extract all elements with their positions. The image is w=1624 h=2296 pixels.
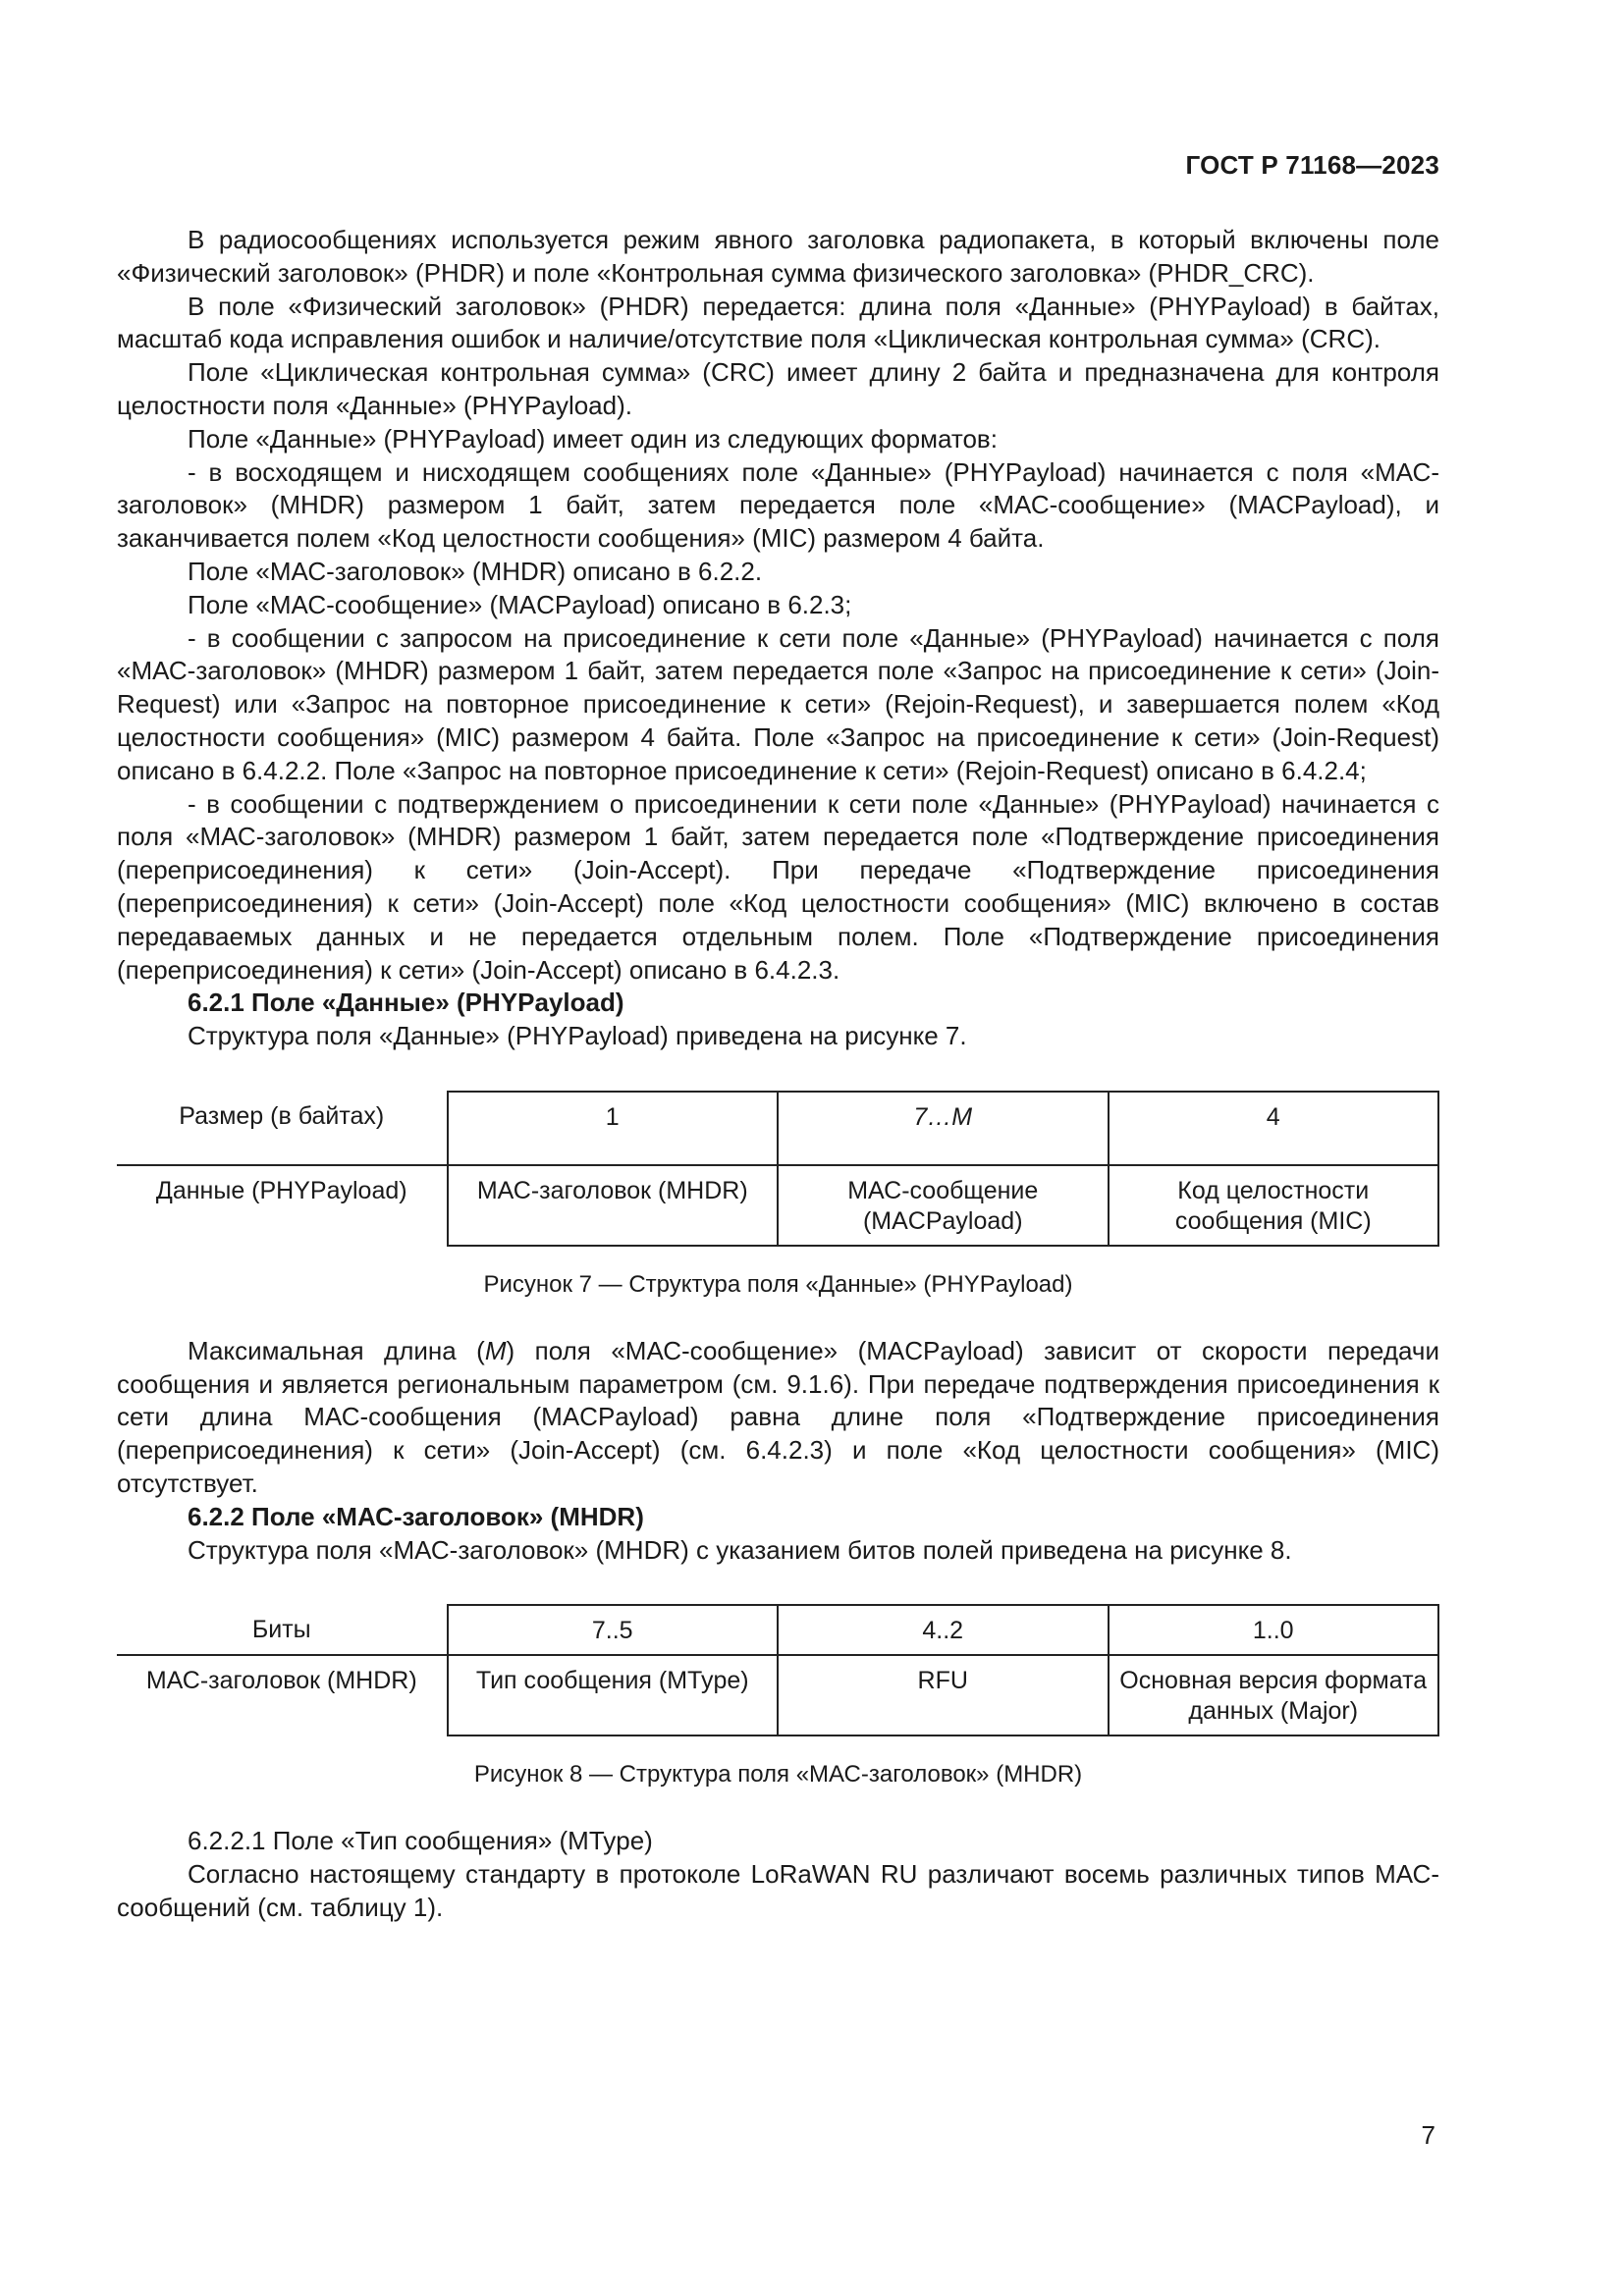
figure-8 <box>117 1604 1439 1791</box>
paragraph <box>117 1335 1439 1501</box>
page-body <box>117 224 1439 1924</box>
row-label: Данные (PHYPayload) <box>155 1176 407 1204</box>
table-cell: RFU <box>778 1655 1109 1735</box>
table-cell: МАС-заголовок (MHDR) <box>448 1165 779 1246</box>
figure-caption: Рисунок 8 — Структура поля «МАС-заголовок» (MHDR) <box>473 1761 1083 1789</box>
list-item: - в сообщении с подтверждением о присоединении к сети поле «Данные» (PHYPayload) начинается с поля «МАС-заголовок» (MHDR) размером 1 байт, затем передается поле «Подтверждение присоединения (переприсоединения) к сети» (Join-Accept). При передаче «Подтверждение присоединения (переприсоединения) к сети» (Join-Accept) поле «Код целостности сообщения» (MIC) включено в состав передаваемых данных и не передается отдельным полем. Поле «Подтверждение присоединения (переприсоединения) к сети» (Join-Accept) описано в 6.4.2.3. <box>117 788 1439 985</box>
document-header: ГОСТ Р 71168—2023 <box>1185 150 1439 180</box>
table-cell: МАС-сообщение (MACPayload) <box>778 1165 1109 1246</box>
paragraph: Поле «МАС-заголовок» (MHDR) описано в 6.2.2. <box>188 556 763 586</box>
table-cell: 1..0 <box>1109 1605 1439 1655</box>
paragraph: В радиосообщениях используется режим явного заголовка радиопакета, в который включены поле «Физический заголовок» (PHDR) и поле «Контрольная сумма физического заголовка» (PHDR_CRC). <box>117 225 1439 288</box>
section-heading-6-2-2: 6.2.2 Поле «МАС-заголовок» (MHDR) <box>188 1501 644 1531</box>
figure-8-table <box>117 1604 1439 1736</box>
row-label: Размер (в байтах) <box>117 1092 448 1165</box>
table-cell: Тип сообщения (MType) <box>448 1655 779 1735</box>
figure-caption: Рисунок 7 — Структура поля «Данные» (PHYPayload) <box>483 1270 1073 1298</box>
text-fragment: ) поля «МАС-сообщение» (MACPayload) зависит от скорости передачи сообщения и является региональным параметром (см. 9.1.6). При передаче подтверждения присоединения к сети длина МАС-сообщения (MACPayload) равна длине поля «Подтверждение присоединения (переприсоединения) к сети» (Join-Accept) (см. 6.4.2.3) и поле «Код целостности сообщения» (MIC) отсутствует. <box>117 1335 1439 1498</box>
subsection-heading-6-2-2-1: 6.2.2.1 Поле «Тип сообщения» (MType) <box>188 1826 653 1856</box>
figure-7-table <box>117 1091 1439 1247</box>
figure-7 <box>117 1091 1439 1302</box>
paragraph: Согласно настоящему стандарту в протоколе LoRaWAN RU различают восемь различных типов МАС-сообщений (см. таблицу 1). <box>117 1858 1439 1922</box>
table-cell: 1 <box>448 1092 779 1165</box>
table-cell: 7..5 <box>448 1605 779 1655</box>
table-row <box>117 1165 1438 1246</box>
paragraph: В поле «Физический заголовок» (PHDR) передается: длина поля «Данные» (PHYPayload) в байтах, масштаб кода исправления ошибок и наличие/отсутствие поля «Циклическая контрольная сумма» (CRC). <box>117 291 1439 354</box>
table-cell: Код целостности сообщения (MIC) <box>1109 1165 1439 1246</box>
paragraph: Поле «Данные» (PHYPayload) имеет один из следующих форматов: <box>188 423 998 454</box>
table-cell: 7…M <box>778 1092 1109 1165</box>
table-row <box>117 1092 1438 1165</box>
row-label: Биты <box>117 1605 448 1655</box>
list-item: - в восходящем и нисходящем сообщениях поле «Данные» (PHYPayload) начинается с поля «МАС-заголовок» (MHDR) размером 1 байт, затем передается поле «МАС-сообщение» (MACPayload), и заканчивается полем «Код целостности сообщения» (MIC) размером 4 байта. <box>117 456 1439 554</box>
row-label: МАС-заголовок (MHDR) <box>145 1667 417 1695</box>
table-cell: 4..2 <box>778 1605 1109 1655</box>
variable-m: M <box>484 1335 507 1365</box>
table-row <box>117 1655 1438 1735</box>
page-number: 7 <box>1421 2120 1435 2150</box>
paragraph: Поле «МАС-сообщение» (MACPayload) описано в 6.2.3; <box>188 589 852 619</box>
table-cell: 4 <box>1109 1092 1439 1165</box>
list-item: - в сообщении с запросом на присоединение к сети поле «Данные» (PHYPayload) начинается с поля «МАС-заголовок» (MHDR) размером 1 байт, затем передается поле «Запрос на присоединение к сети» (Join-Request) или «Запрос на повторное присоединение к сети» (Rejoin-Request), и завершается полем «Код целостности сообщения» (MIC) размером 4 байта. Поле «Запрос на присоединение к сети» (Join-Request) описано в 6.4.2.2. Поле «Запрос на повторное присоединение к сети» (Rejoin-Request) описано в 6.4.2.4; <box>117 622 1439 785</box>
table-cell: Основная версия формата данных (Major) <box>1109 1655 1439 1735</box>
paragraph: Поле «Циклическая контрольная сумма» (CRC) имеет длину 2 байта и предназначена для контроля целостности поля «Данные» (PHYPayload). <box>117 357 1439 420</box>
section-heading-6-2-1: 6.2.1 Поле «Данные» (PHYPayload) <box>188 988 624 1018</box>
paragraph: Структура поля «МАС-заголовок» (MHDR) с указанием битов полей приведена на рисунке 8. <box>188 1534 1292 1565</box>
table-row <box>117 1605 1438 1655</box>
paragraph: Структура поля «Данные» (PHYPayload) приведена на рисунке 7. <box>188 1021 967 1051</box>
text-fragment: Максимальная длина ( <box>188 1335 485 1365</box>
